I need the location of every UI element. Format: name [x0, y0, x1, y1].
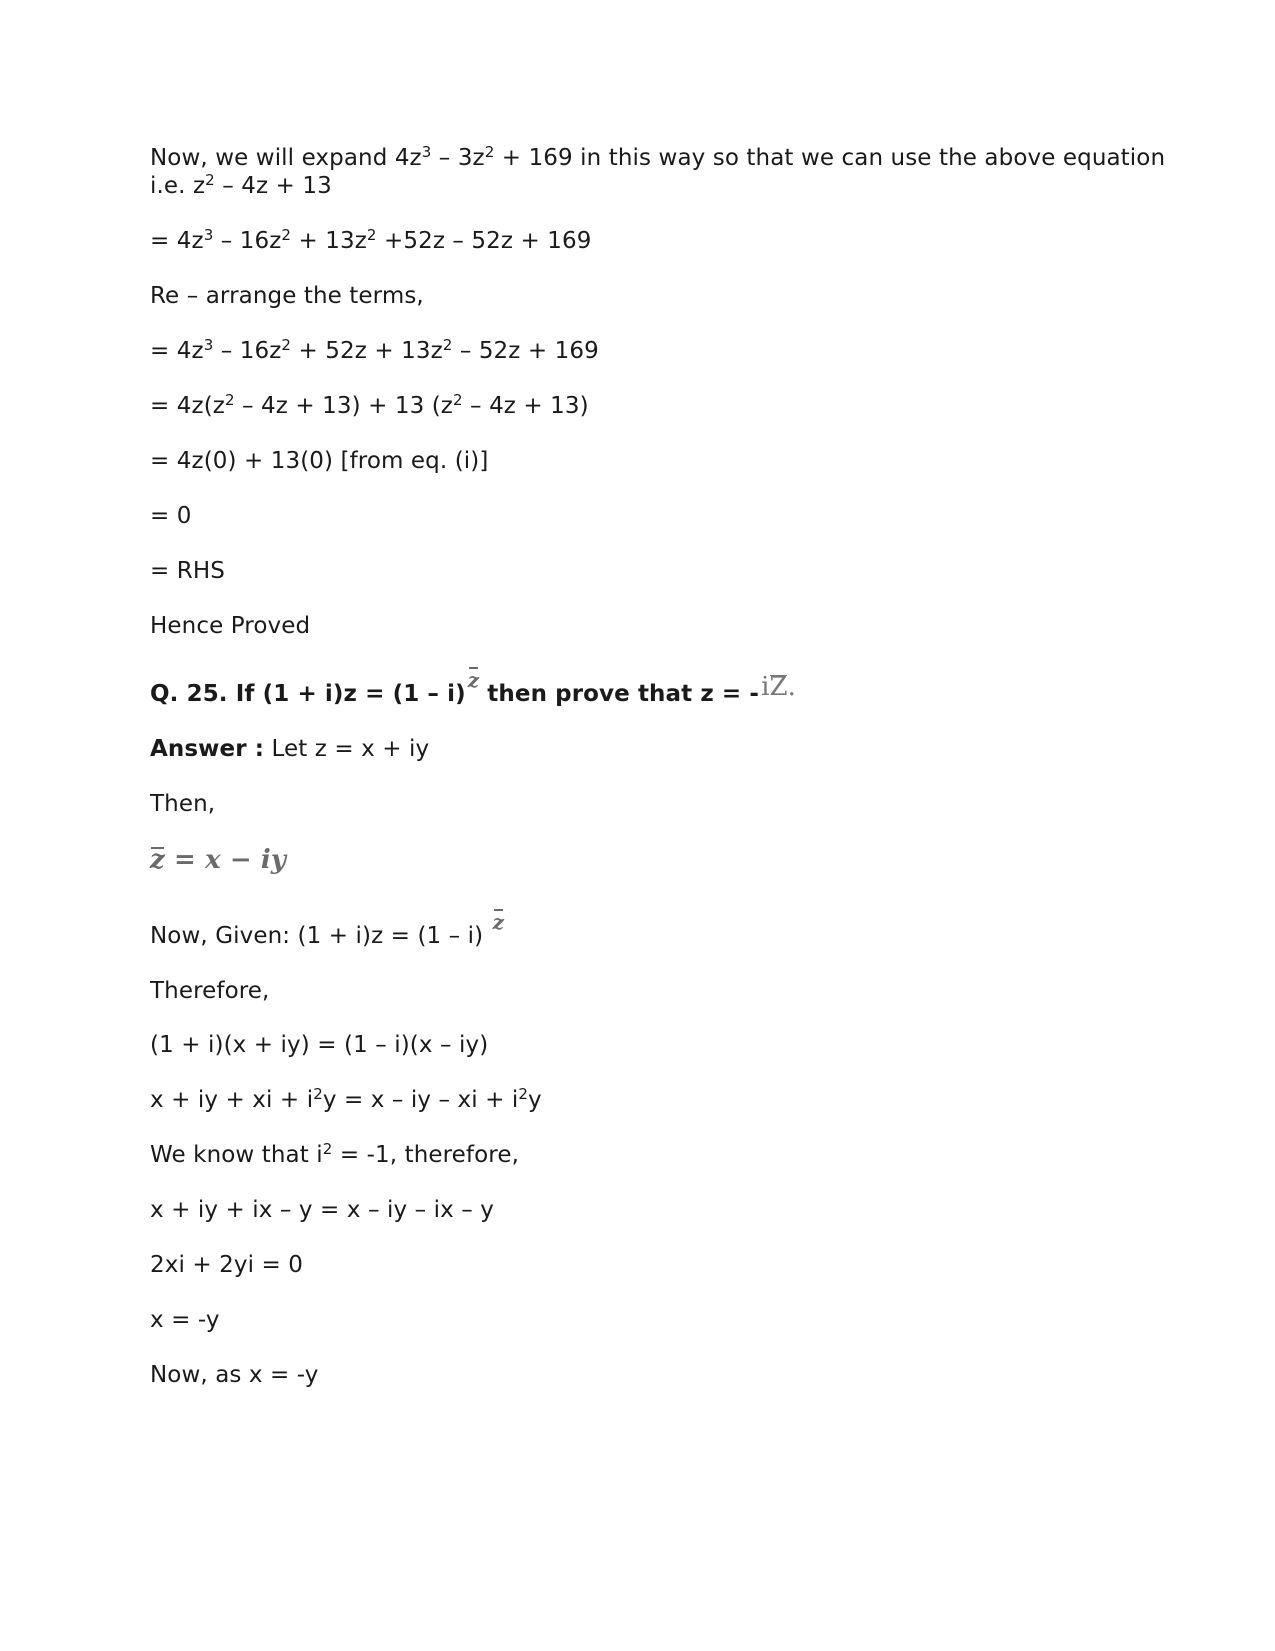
equation-line-rhs: [150, 557, 225, 585]
text: +52z – 52z + 169: [376, 228, 592, 254]
question-heading: [150, 668, 797, 708]
answer-line: [150, 735, 429, 763]
z-bar-equation: [150, 846, 286, 874]
text-line-then: [150, 790, 215, 818]
text: Re – arrange the terms,: [150, 283, 424, 309]
text: = 0: [150, 503, 192, 529]
text: – 4z + 13): [462, 393, 589, 419]
text: – 3z: [431, 145, 485, 171]
text: Now, Given: (1 + i)z = (1 – i): [150, 923, 491, 949]
text: = 4z: [150, 228, 204, 254]
i-z-bar-expression: [761, 672, 796, 702]
text: + 169 in this way so that we can use the above equation: [494, 145, 1166, 171]
text: + 52z + 13z: [291, 338, 443, 364]
equation-line-1: [150, 227, 591, 255]
text-line-hence-proved: [150, 612, 310, 640]
superscript: 2: [313, 1085, 323, 1103]
text: 2xi + 2yi = 0: [150, 1252, 303, 1278]
superscript: 2: [366, 226, 377, 244]
text-line-ie: [150, 172, 332, 200]
equation-line-10: [150, 1306, 220, 1334]
superscript: 2: [281, 226, 292, 244]
superscript: 2: [205, 171, 215, 189]
text: = -1, therefore,: [332, 1142, 519, 1168]
text-line-given: [150, 910, 505, 950]
text-line-we-know: [150, 1141, 519, 1169]
text: then prove that z = -: [479, 681, 760, 707]
equation-line-8: [150, 1196, 494, 1224]
text: i: [761, 672, 770, 702]
text: Then,: [150, 791, 216, 817]
text: – 4z + 13) + 13 (z: [234, 393, 453, 419]
text-line-now-as: [150, 1361, 319, 1389]
superscript: 2: [518, 1085, 529, 1103]
superscript: 3: [421, 143, 432, 161]
superscript: 2: [281, 336, 292, 354]
text: Q. 25. If (1 + i)z = (1 – i): [150, 681, 466, 707]
text: Therefore,: [150, 978, 270, 1004]
superscript: 2: [322, 1140, 333, 1158]
text: = 4z(0) + 13(0) [from eq. (i)]: [150, 448, 489, 474]
superscript: 3: [203, 336, 214, 354]
text: = 4z: [150, 338, 204, 364]
equation-line-2: [150, 337, 599, 365]
text: y: [528, 1087, 542, 1113]
equation-line-6: [150, 1031, 488, 1059]
text: We know that i: [150, 1142, 323, 1168]
z-bar-symbol: Z: [769, 672, 788, 702]
text-line-therefore: [150, 977, 269, 1005]
superscript: 3: [203, 226, 214, 244]
text: x + iy + xi + i: [150, 1087, 314, 1113]
superscript: 2: [224, 391, 235, 409]
superscript: 2: [452, 391, 463, 409]
text: = x − iy: [164, 845, 287, 875]
z-bar-symbol: z: [150, 845, 165, 875]
text: i.e. z: [150, 173, 206, 199]
equation-line-4: [150, 447, 488, 475]
text: .: [787, 672, 797, 702]
text-line-expand: [150, 144, 1165, 172]
text: – 16z: [213, 228, 282, 254]
equation-line-7: [150, 1086, 542, 1114]
text: = 4z(z: [150, 393, 225, 419]
text: y = x – iy – xi + i: [322, 1087, 519, 1113]
z-bar-symbol: z: [492, 910, 505, 934]
text: – 4z + 13: [214, 173, 332, 199]
equation-line-5: [150, 502, 192, 530]
equation-line-3: [150, 392, 589, 420]
text: + 13z: [291, 228, 367, 254]
text: – 16z: [213, 338, 282, 364]
answer-label: Answer :: [150, 736, 265, 762]
text: – 52z + 169: [452, 338, 599, 364]
text: Now, as x = -y: [150, 1362, 319, 1388]
text: (1 + i)(x + iy) = (1 – i)(x – iy): [150, 1032, 489, 1058]
text: = RHS: [150, 558, 225, 584]
text-line-rearrange: [150, 282, 424, 310]
text: x + iy + ix – y = x – iy – ix – y: [150, 1197, 494, 1223]
text: Let z = x + iy: [264, 736, 430, 762]
superscript: 2: [442, 336, 453, 354]
superscript: 2: [484, 143, 495, 161]
text: x = -y: [150, 1307, 220, 1333]
equation-line-9: [150, 1251, 303, 1279]
z-bar-symbol: z: [467, 668, 480, 692]
text: Hence Proved: [150, 613, 311, 639]
text: Now, we will expand 4z: [150, 145, 422, 171]
